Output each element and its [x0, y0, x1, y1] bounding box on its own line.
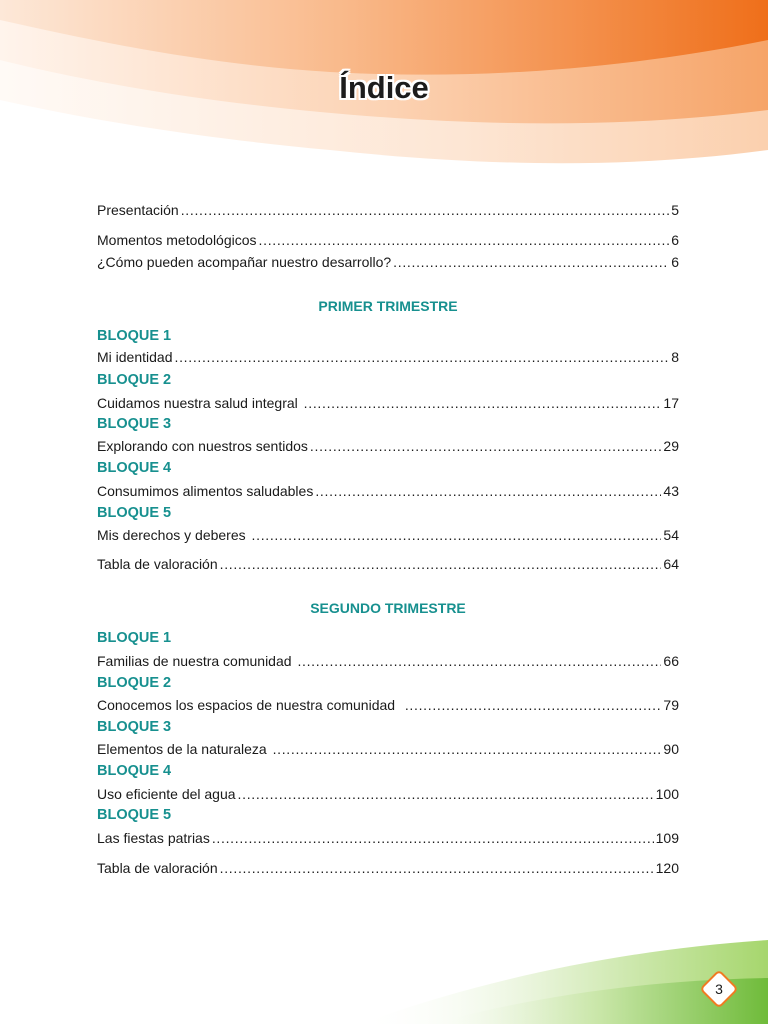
bloque-label: BLOQUE 5 — [97, 807, 172, 823]
toc-entry-page: 109 — [655, 830, 679, 846]
toc-entry-page: 79 — [663, 697, 679, 713]
toc-entry-page: 6 — [671, 232, 679, 248]
toc-entry[interactable] — [97, 828, 679, 848]
bloque-label: BLOQUE 2 — [97, 675, 172, 691]
toc-entry-label: Uso eficiente del agua — [97, 786, 236, 802]
toc-entry-label: Conocemos los espacios de nuestra comunidad — [97, 697, 403, 713]
toc-entry-page: 43 — [663, 483, 679, 499]
page-title: Índice — [339, 70, 429, 105]
toc-entry-page: 6 — [671, 254, 679, 270]
toc-entry-label: Explorando con nuestros sentidos — [97, 438, 308, 454]
page-number-badge — [697, 967, 741, 1011]
toc-entry-label: Familias de nuestra comunidad — [97, 653, 296, 669]
toc-entry-page: 90 — [663, 741, 679, 757]
toc-entry-label: Tabla de valoración — [97, 860, 218, 876]
toc-entry-label: Momentos metodológicos — [97, 232, 257, 248]
toc-entry[interactable] — [97, 525, 679, 545]
toc-entry-page: 8 — [671, 349, 679, 365]
bloque-label: BLOQUE 1 — [97, 328, 172, 344]
bloque-label: BLOQUE 1 — [97, 630, 172, 646]
bloque-label: BLOQUE 4 — [97, 460, 172, 476]
footer-swoosh-decoration — [0, 920, 768, 1024]
toc-entry-page: 17 — [663, 395, 679, 411]
toc-entry[interactable] — [97, 695, 679, 715]
toc-entry-page: 100 — [655, 786, 679, 802]
toc-entry-page: 29 — [663, 438, 679, 454]
bloque-label: BLOQUE 2 — [97, 372, 172, 388]
toc-entry-label: Las fiestas patrias — [97, 830, 210, 846]
toc-entry-page: 66 — [663, 653, 679, 669]
toc-entry[interactable] — [97, 436, 679, 456]
toc-entry-label: Elementos de la naturaleza — [97, 741, 271, 757]
toc-entry-tabla-valoracion[interactable] — [97, 858, 679, 878]
toc-entry-momentos[interactable] — [97, 230, 679, 250]
toc-entry-label: ¿Cómo pueden acompañar nuestro desarrollo? — [97, 254, 392, 270]
toc-entry-page: 54 — [663, 527, 679, 543]
toc-entry[interactable] — [97, 784, 679, 804]
toc-entry[interactable] — [97, 739, 679, 759]
bloque-label: BLOQUE 3 — [97, 719, 172, 735]
toc-entry-label: Mis derechos y deberes — [97, 527, 250, 543]
toc-entry[interactable] — [97, 651, 679, 671]
section-heading-primer-trimestre: PRIMER TRIMESTRE — [318, 298, 458, 314]
toc-entry-page: 64 — [663, 556, 679, 572]
page-number: 3 — [715, 981, 723, 997]
bloque-label: BLOQUE 3 — [97, 416, 172, 432]
toc-entry[interactable] — [97, 347, 679, 367]
toc-entry-page: 5 — [671, 202, 679, 218]
toc-entry[interactable] — [97, 393, 679, 413]
toc-entry-label: Tabla de valoración — [97, 556, 218, 572]
toc-entry-label: Presentación — [97, 202, 179, 218]
toc-entry-acompanar[interactable] — [97, 252, 679, 272]
toc-entry-tabla-valoracion[interactable] — [97, 554, 679, 574]
toc-entry-presentacion[interactable] — [97, 200, 679, 220]
toc-entry-page: 120 — [655, 860, 679, 876]
toc-entry-label: Mi identidad — [97, 349, 173, 365]
toc-entry-label: Consumimos alimentos saludables — [97, 483, 314, 499]
section-heading-segundo-trimestre: SEGUNDO TRIMESTRE — [310, 600, 466, 616]
toc-entry[interactable] — [97, 481, 679, 501]
bloque-label: BLOQUE 5 — [97, 505, 172, 521]
toc-entry-label: Cuidamos nuestra salud integral — [97, 395, 302, 411]
bloque-label: BLOQUE 4 — [97, 763, 172, 779]
